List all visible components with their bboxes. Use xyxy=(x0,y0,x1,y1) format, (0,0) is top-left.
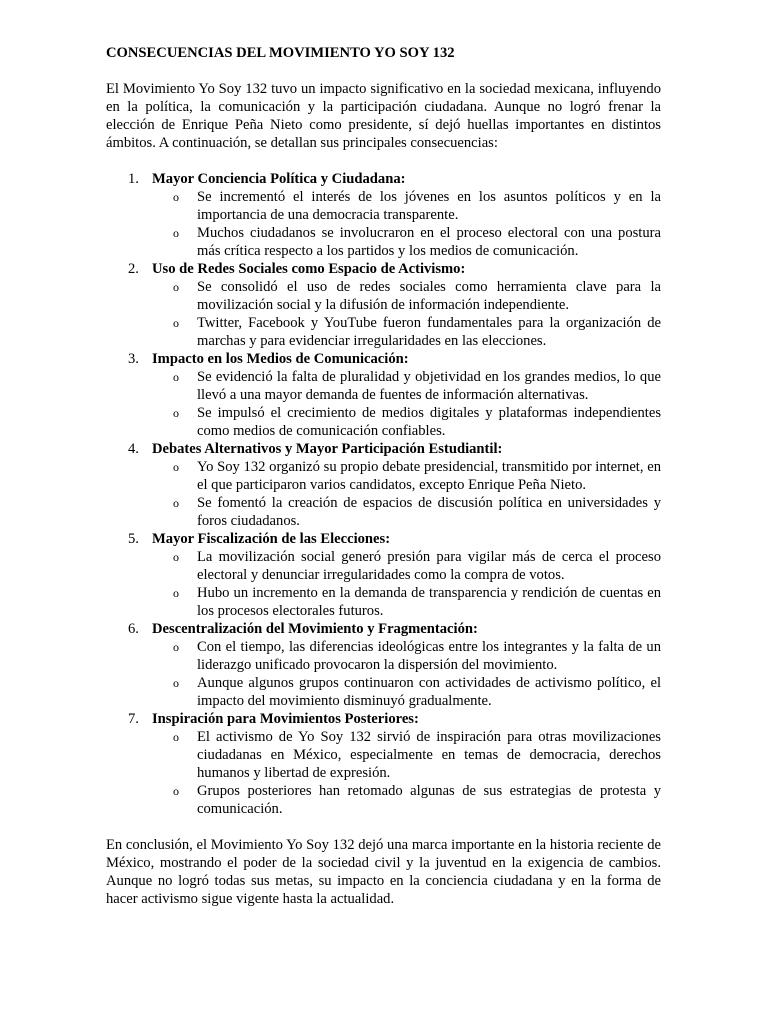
bullet-text: Twitter, Facebook y YouTube fueron fundamentales para la organización de marchas y para evidenciar irregularidades en las elecciones. xyxy=(197,315,661,349)
bullet-marker: o xyxy=(173,316,179,330)
bullet-text: Se incrementó el interés de los jóvenes en los asuntos políticos y en la importancia de una democracia transparente. xyxy=(197,189,661,223)
bullet-item xyxy=(152,188,661,224)
document-title: CONSECUENCIAS DEL MOVIMIENTO YO SOY 132 xyxy=(106,45,455,61)
bullet-text: Hubo un incremento en la demanda de transparencia y rendición de cuentas en los procesos electorales futuros. xyxy=(197,585,661,619)
bullet-item xyxy=(152,584,661,620)
item-heading: Mayor Fiscalización de las Elecciones: xyxy=(152,531,391,547)
bullet-marker: o xyxy=(173,406,179,420)
item-heading: Debates Alternativos y Mayor Participación Estudiantil: xyxy=(152,441,503,457)
bullet-list xyxy=(152,728,661,818)
item-number: 6. xyxy=(128,621,139,637)
bullet-item xyxy=(152,404,661,440)
bullet-marker: o xyxy=(173,226,179,240)
consequence-item xyxy=(106,170,661,260)
document-page xyxy=(106,44,661,908)
consequence-item xyxy=(106,530,661,620)
item-number: 7. xyxy=(128,711,139,727)
bullet-item xyxy=(152,458,661,494)
bullet-marker: o xyxy=(173,550,179,564)
bullet-list xyxy=(152,188,661,260)
consequences-list xyxy=(106,170,661,818)
bullet-list xyxy=(152,458,661,530)
bullet-item xyxy=(152,278,661,314)
consequence-item xyxy=(106,350,661,440)
bullet-item xyxy=(152,548,661,584)
bullet-text: Con el tiempo, las diferencias ideológicas entre los integrantes y la falta de un liderazgo unificado provocaron la dispersión del movimiento. xyxy=(197,639,661,673)
bullet-text: Aunque algunos grupos continuaron con actividades de activismo político, el impacto del movimiento disminuyó gradualmente. xyxy=(197,675,661,709)
item-number: 5. xyxy=(128,531,139,547)
bullet-marker: o xyxy=(173,280,179,294)
bullet-list xyxy=(152,278,661,350)
item-heading: Descentralización del Movimiento y Fragmentación: xyxy=(152,621,478,637)
item-heading: Mayor Conciencia Política y Ciudadana: xyxy=(152,171,406,187)
bullet-item xyxy=(152,494,661,530)
bullet-item xyxy=(152,368,661,404)
bullet-text: La movilización social generó presión para vigilar más de cerca el proceso electoral y denunciar irregularidades como la compra de votos. xyxy=(197,549,661,583)
bullet-marker: o xyxy=(173,730,179,744)
bullet-item xyxy=(152,638,661,674)
bullet-item xyxy=(152,314,661,350)
item-heading: Impacto en los Medios de Comunicación: xyxy=(152,351,409,367)
item-number: 1. xyxy=(128,171,139,187)
bullet-item xyxy=(152,224,661,260)
bullet-marker: o xyxy=(173,676,179,690)
bullet-item xyxy=(152,728,661,782)
item-number: 3. xyxy=(128,351,139,367)
bullet-text: El activismo de Yo Soy 132 sirvió de inspiración para otras movilizaciones ciudadanas en México, especialmente en temas de democracia, derechos humanos y libertad de expresión. xyxy=(197,729,661,781)
item-number: 2. xyxy=(128,261,139,277)
item-heading: Inspiración para Movimientos Posteriores: xyxy=(152,711,419,727)
bullet-text: Yo Soy 132 organizó su propio debate presidencial, transmitido por internet, en el que participaron varios candidatos, excepto Enrique Peña Nieto. xyxy=(197,459,661,493)
conclusion-paragraph: En conclusión, el Movimiento Yo Soy 132 dejó una marca importante en la historia reciente de México, mostrando el poder de la sociedad civil y la juventud en la exigencia de cambios. Aunque no logró todas sus metas, su impacto en la conciencia ciudadana y en la forma de hacer activismo sigue vigente hasta la actualidad. xyxy=(106,837,661,907)
consequence-item xyxy=(106,710,661,818)
bullet-marker: o xyxy=(173,370,179,384)
bullet-marker: o xyxy=(173,496,179,510)
bullet-list xyxy=(152,548,661,620)
bullet-marker: o xyxy=(173,586,179,600)
bullet-item xyxy=(152,782,661,818)
bullet-list xyxy=(152,638,661,710)
intro-paragraph: El Movimiento Yo Soy 132 tuvo un impacto significativo en la sociedad mexicana, influyendo en la política, la comunicación y la participación ciudadana. Aunque no logró frenar la elección de Enrique Peña Nieto como presidente, sí dejó huellas importantes en distintos ámbitos. A continuación, se detallan sus principales consecuencias: xyxy=(106,81,661,151)
consequence-item xyxy=(106,260,661,350)
item-number: 4. xyxy=(128,441,139,457)
bullet-text: Se consolidó el uso de redes sociales como herramienta clave para la movilización social y la difusión de información independiente. xyxy=(197,279,661,313)
bullet-text: Se evidenció la falta de pluralidad y objetividad en los grandes medios, lo que llevó a una mayor demanda de fuentes de información alternativas. xyxy=(197,369,661,403)
bullet-text: Se fomentó la creación de espacios de discusión política en universidades y foros ciudadanos. xyxy=(197,495,661,529)
bullet-item xyxy=(152,674,661,710)
bullet-marker: o xyxy=(173,190,179,204)
bullet-marker: o xyxy=(173,460,179,474)
bullet-text: Muchos ciudadanos se involucraron en el proceso electoral con una postura más crítica respecto a los partidos y los medios de comunicación. xyxy=(197,225,661,259)
bullet-text: Se impulsó el crecimiento de medios digitales y plataformas independientes como medios de comunicación confiables. xyxy=(197,405,661,439)
bullet-text: Grupos posteriores han retomado algunas de sus estrategias de protesta y comunicación. xyxy=(197,783,661,817)
consequence-item xyxy=(106,620,661,710)
consequence-item xyxy=(106,440,661,530)
bullet-marker: o xyxy=(173,640,179,654)
item-heading: Uso de Redes Sociales como Espacio de Activismo: xyxy=(152,261,466,277)
bullet-marker: o xyxy=(173,784,179,798)
bullet-list xyxy=(152,368,661,440)
